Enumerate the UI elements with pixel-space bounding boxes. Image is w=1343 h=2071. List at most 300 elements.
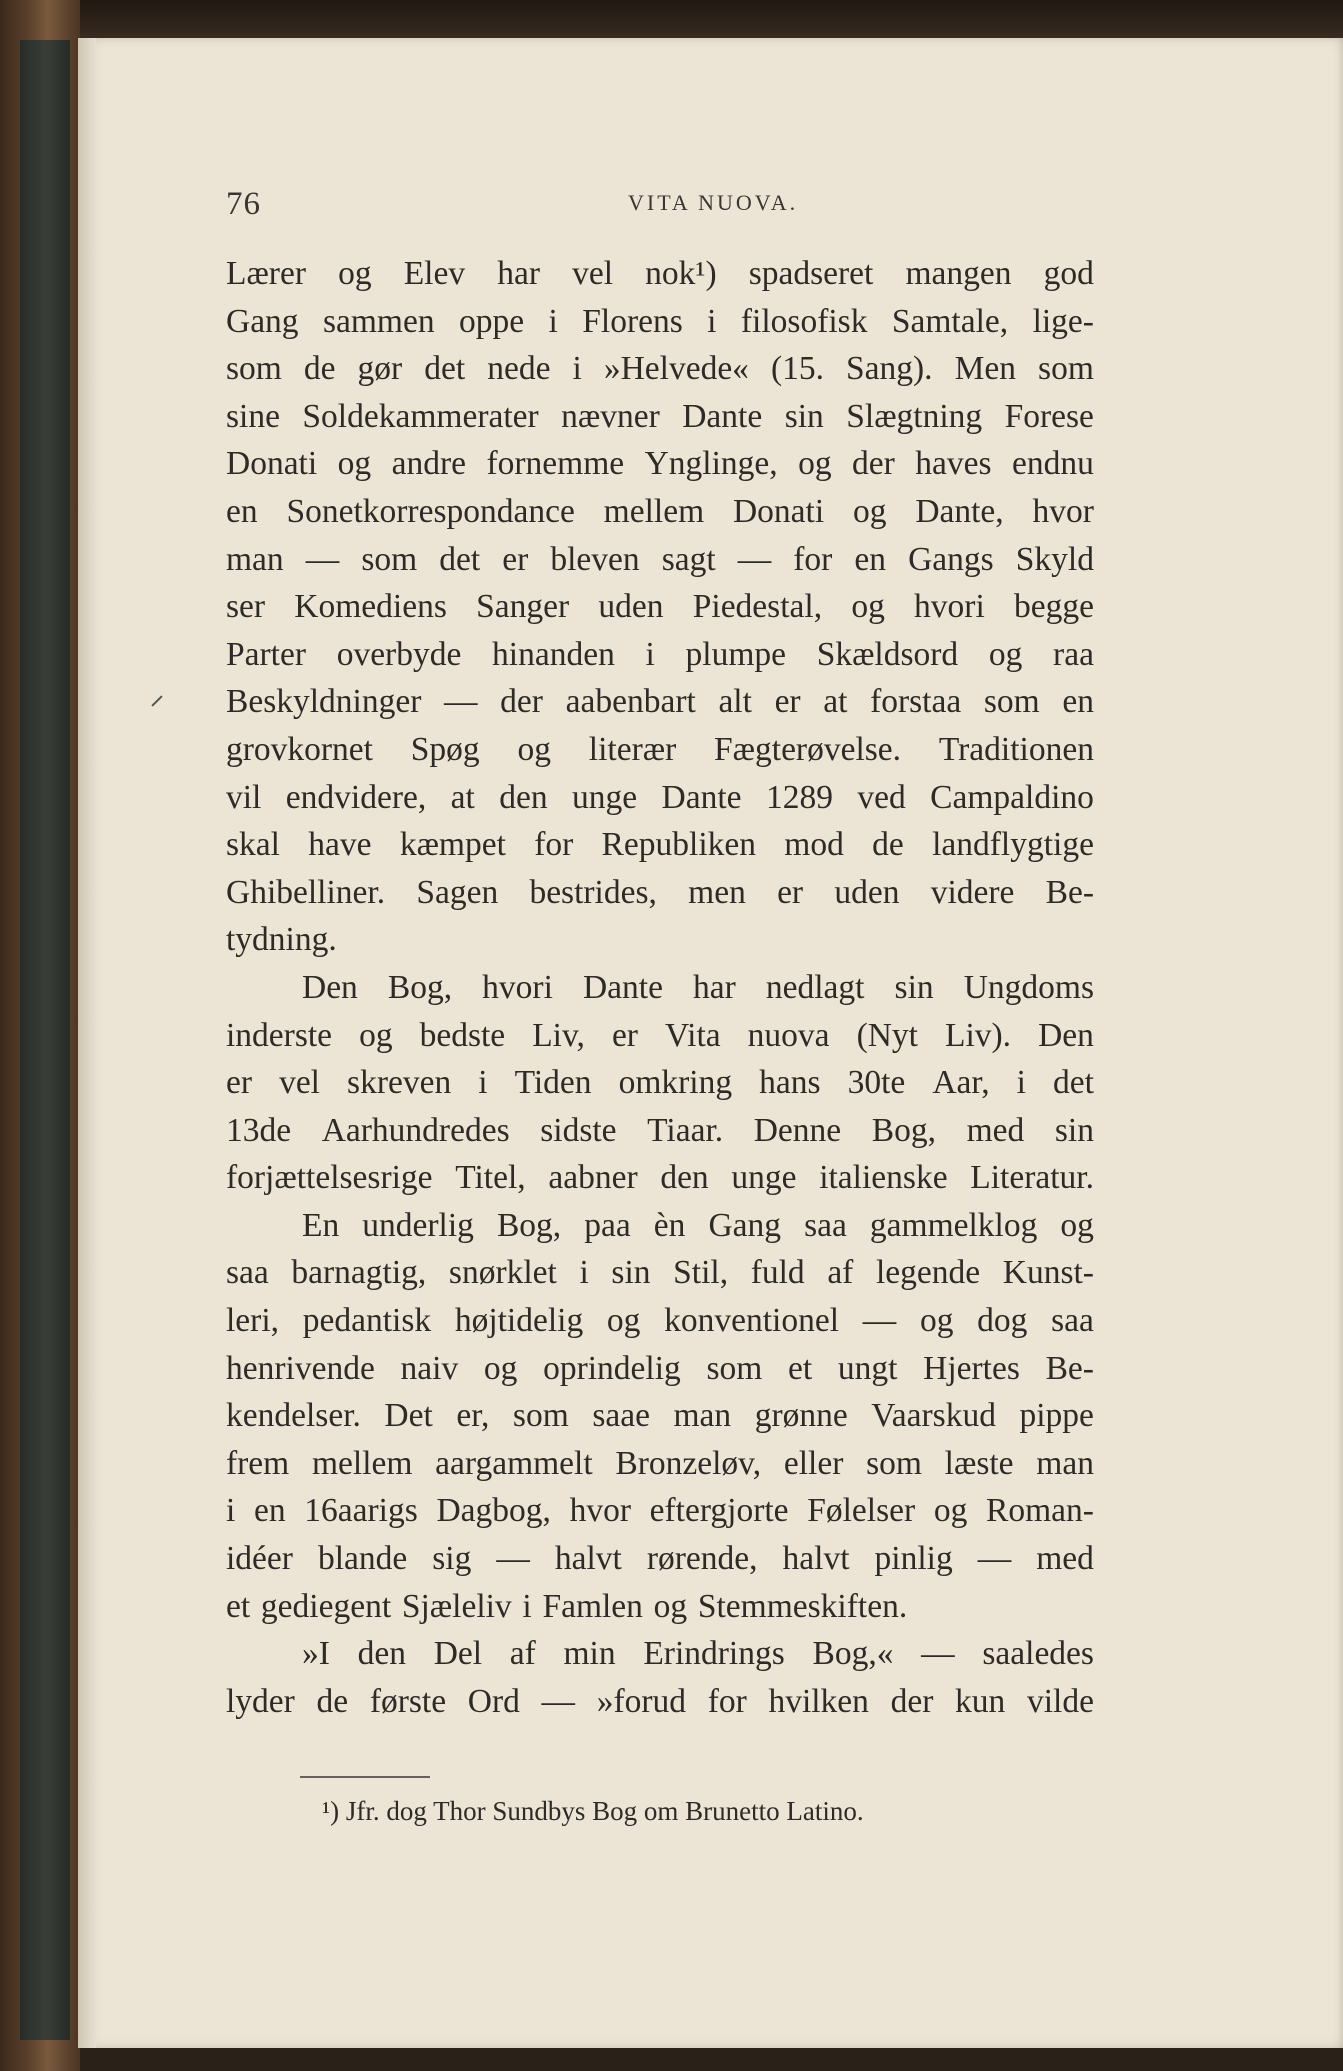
word: for — [707, 1682, 747, 1720]
text-line — [226, 536, 1094, 584]
word: Vaarskud — [871, 1397, 996, 1435]
word: Roman- — [986, 1492, 1094, 1530]
word: — — [541, 1682, 576, 1720]
word: — — [921, 1635, 955, 1673]
word: barnagtig, — [291, 1254, 427, 1292]
text-line — [226, 916, 1094, 964]
word: og — [337, 445, 372, 483]
word: men — [688, 873, 746, 911]
text-line — [226, 1107, 1094, 1155]
word: Forese — [1004, 397, 1094, 435]
word: og — [338, 255, 372, 292]
text-line — [226, 631, 1094, 679]
word: Bog, — [387, 968, 453, 1006]
word: »Helvede« — [603, 350, 749, 388]
word: frem — [226, 1444, 290, 1482]
word: saaledes — [982, 1635, 1094, 1673]
word: Be- — [1045, 1349, 1094, 1387]
word: er — [774, 683, 801, 721]
word: Kunst- — [1002, 1254, 1094, 1292]
word: i — [226, 1492, 236, 1530]
word: Beskyldninger — [226, 683, 422, 721]
book-top-edge — [0, 0, 1343, 40]
word: — — [862, 1302, 897, 1340]
word: som — [226, 350, 282, 388]
word: mod — [784, 826, 844, 864]
word: er — [502, 540, 529, 578]
word: idéer — [226, 1540, 293, 1578]
text-line — [226, 1678, 1094, 1726]
word: Parter — [226, 635, 306, 673]
word: der — [890, 1682, 934, 1720]
word: — — [305, 540, 340, 578]
word: halvt — [554, 1540, 622, 1578]
word: Tiaar. — [647, 1111, 724, 1149]
text-line — [226, 1440, 1094, 1488]
word: Sang). — [846, 350, 933, 388]
word: mellem — [311, 1444, 413, 1482]
word: der — [852, 445, 895, 483]
word: aargammelt — [435, 1444, 593, 1482]
word: Sanger — [476, 588, 570, 626]
word: Sjæleliv — [401, 1587, 512, 1625]
page-gutter — [78, 38, 96, 2048]
text-line — [226, 583, 1094, 631]
word: skreven — [347, 1064, 452, 1102]
word: overbyde — [336, 635, 462, 673]
word: som — [1038, 350, 1094, 388]
word: nuova — [747, 1016, 830, 1054]
word: 30te — [847, 1064, 906, 1102]
word: den — [660, 1159, 709, 1197]
word: Campaldino — [930, 778, 1094, 816]
word: Den — [1038, 1016, 1094, 1054]
word: kæmpet — [399, 826, 506, 864]
word: hvori — [914, 588, 985, 626]
word: hinanden — [492, 635, 615, 673]
word: Ungdoms — [963, 968, 1094, 1006]
word: Fægterøvelse. — [714, 730, 902, 768]
word: og — [851, 588, 885, 626]
word: landflygtige — [932, 826, 1094, 864]
text-line — [226, 393, 1094, 441]
word: spadseret — [748, 255, 874, 292]
text-line — [226, 1630, 1094, 1678]
word: Elev — [403, 255, 466, 292]
word: pinlig — [874, 1540, 953, 1578]
text-line — [226, 821, 1094, 869]
word: saa — [226, 1254, 269, 1292]
word: 1289 — [765, 778, 833, 816]
word: Bog, — [871, 1111, 936, 1149]
word: Dante — [582, 968, 663, 1006]
word: og — [798, 445, 832, 483]
word: Bog,« — [812, 1635, 894, 1673]
word: de — [872, 826, 904, 864]
word: Donati — [732, 492, 825, 530]
word: — — [496, 1540, 530, 1578]
word: Lærer — [226, 255, 306, 292]
word: oprindelig — [543, 1349, 681, 1387]
word: de — [303, 350, 336, 388]
word: af — [509, 1635, 536, 1673]
word: grovkornet — [226, 730, 373, 768]
word: en — [1062, 683, 1094, 721]
word: Del — [433, 1635, 483, 1673]
word: vilde — [1026, 1682, 1094, 1720]
word: Donati — [226, 445, 318, 483]
word: for — [534, 826, 574, 864]
word: og — [852, 492, 887, 530]
word: — — [737, 540, 772, 578]
word: med — [1036, 1540, 1094, 1578]
word: mellem — [603, 492, 705, 530]
word: hvilken — [768, 1682, 869, 1720]
word: Gang — [708, 1206, 782, 1244]
word: Sonetkorrespondance — [286, 492, 575, 530]
text-line — [226, 298, 1094, 346]
word: have — [308, 826, 372, 864]
text-line — [226, 1202, 1094, 1250]
word: i — [522, 1587, 532, 1625]
word: sin — [894, 968, 934, 1006]
body-text — [226, 250, 1094, 1725]
word: ser — [226, 588, 266, 626]
text-line — [226, 1583, 1094, 1631]
word: 16aarigs — [304, 1492, 418, 1530]
word: Dante — [661, 778, 742, 816]
text-line — [226, 345, 1094, 393]
word: endvidere, — [285, 778, 427, 816]
text-line — [226, 726, 1094, 774]
text-line — [226, 1012, 1094, 1060]
word: Denne — [753, 1111, 842, 1149]
word: lyder — [226, 1682, 295, 1720]
word: Republiken — [601, 826, 756, 864]
word: lige- — [1032, 302, 1094, 340]
word: Traditionen — [938, 730, 1094, 768]
word: fuld — [750, 1254, 805, 1292]
running-head: VITA NUOVA. — [628, 190, 799, 215]
word: omkring — [618, 1064, 733, 1102]
word: er — [226, 1064, 253, 1102]
text-line — [226, 250, 1094, 298]
word: nævner — [561, 397, 660, 435]
word: begge — [1014, 588, 1094, 626]
word: Ord — [467, 1682, 520, 1720]
word: det — [1052, 1064, 1094, 1102]
word: Stil, — [673, 1254, 729, 1292]
word: læste — [944, 1444, 1014, 1482]
word: det — [424, 350, 466, 388]
word: plumpe — [685, 635, 786, 673]
word: kun — [955, 1682, 1006, 1720]
word: andre — [391, 445, 466, 483]
word: for — [793, 540, 833, 578]
word: uden — [834, 873, 900, 911]
word: hvor — [569, 1492, 631, 1530]
word: sin — [611, 1254, 651, 1292]
word: med — [966, 1111, 1025, 1149]
word: Gang — [226, 302, 299, 340]
word: »I — [302, 1635, 330, 1673]
word: sine — [226, 397, 280, 435]
word: de — [316, 1682, 349, 1720]
word: haves — [915, 445, 992, 483]
word: 13de — [226, 1111, 292, 1149]
word: sammen — [322, 302, 435, 340]
word: i — [478, 1064, 488, 1102]
word: Erindrings — [643, 1635, 785, 1673]
word: Aar, — [932, 1064, 990, 1102]
word: højtidelig — [454, 1302, 584, 1340]
word: sin — [784, 397, 824, 435]
word: Bog, — [496, 1206, 562, 1244]
word: første — [369, 1682, 447, 1720]
word: nok¹) — [645, 255, 717, 292]
binding-cover-strip — [20, 40, 70, 2040]
word: hans — [759, 1064, 821, 1102]
word: man — [673, 1397, 732, 1435]
word: sig — [432, 1540, 472, 1578]
word: god — [1043, 255, 1094, 292]
word: Det — [384, 1397, 433, 1435]
word: Florens — [582, 302, 683, 340]
word: »forud — [596, 1682, 687, 1720]
word: forjættelsesrige — [226, 1159, 433, 1197]
word: oppe — [459, 302, 525, 340]
text-line — [226, 1249, 1094, 1297]
word: sin — [1054, 1111, 1094, 1149]
word: Liv). — [944, 1016, 1012, 1054]
word: en — [854, 540, 887, 578]
word: Spøg — [410, 730, 480, 768]
word: det — [439, 540, 481, 578]
word: skal — [226, 826, 280, 864]
word: aabenbart — [565, 683, 696, 721]
word: Hjertes — [923, 1349, 1020, 1387]
text-line — [226, 1392, 1094, 1440]
word: Ghibelliner. — [226, 873, 386, 911]
word: Følelser — [807, 1492, 916, 1530]
word: er — [611, 1016, 638, 1054]
word: bedste — [419, 1016, 506, 1054]
word: ved — [857, 778, 906, 816]
word: Liv, — [532, 1016, 585, 1054]
word: blande — [317, 1540, 408, 1578]
text-line — [226, 964, 1094, 1012]
word: har — [497, 255, 540, 292]
word: Sagen — [416, 873, 499, 911]
word: tydning. — [226, 921, 337, 959]
text-line — [226, 869, 1094, 917]
word: Be- — [1045, 873, 1094, 911]
word: og — [1060, 1206, 1094, 1244]
word: endnu — [1012, 445, 1094, 483]
text-line — [226, 1154, 1094, 1202]
word: gør — [357, 350, 403, 388]
word: som — [512, 1397, 569, 1435]
word: èn — [653, 1206, 686, 1244]
word: den — [499, 778, 548, 816]
word: som — [983, 683, 1040, 721]
word: Soldekammerater — [302, 397, 539, 435]
word: forstaa — [870, 683, 962, 721]
word: bleven — [550, 540, 640, 578]
word: Famlen — [542, 1587, 643, 1625]
word: fornemme — [486, 445, 625, 483]
word: i — [579, 1254, 589, 1292]
word: et — [788, 1349, 813, 1387]
word: videre — [930, 873, 1015, 911]
word: ungt — [837, 1349, 898, 1387]
word: unge — [572, 778, 638, 816]
word: filosofisk — [740, 302, 868, 340]
word: sidste — [540, 1111, 617, 1149]
word: og — [933, 1492, 968, 1530]
word: grønne — [754, 1397, 848, 1435]
word: konventionel — [664, 1302, 840, 1340]
text-line — [226, 1297, 1094, 1345]
word: at — [823, 683, 848, 721]
word: man — [1036, 1444, 1094, 1482]
word: som — [361, 540, 418, 578]
footnote — [322, 1796, 864, 1827]
word: vil — [226, 778, 262, 816]
text-line — [226, 1535, 1094, 1583]
word: saae — [592, 1397, 650, 1435]
word: en — [253, 1492, 286, 1530]
word: literær — [588, 730, 677, 768]
text-line — [226, 488, 1094, 536]
word: Dagbog, — [436, 1492, 551, 1530]
word: i — [645, 635, 655, 673]
word: Stemmeskiften. — [697, 1587, 908, 1625]
word: Slægtning — [846, 397, 983, 435]
word: Den — [302, 968, 358, 1006]
word: aabner — [548, 1159, 638, 1197]
word: uden — [598, 588, 664, 626]
word: der — [500, 683, 543, 721]
word: sagt — [661, 540, 716, 578]
word: min — [563, 1635, 616, 1673]
word: bestrides, — [529, 873, 657, 911]
word: og — [517, 730, 551, 768]
word: er, — [456, 1397, 490, 1435]
word: og — [919, 1302, 954, 1340]
footnote-marker: ¹) — [322, 1796, 340, 1826]
word: hvori — [482, 968, 553, 1006]
text-line — [226, 1487, 1094, 1535]
text-line — [226, 678, 1094, 726]
word: den — [357, 1635, 406, 1673]
word: pedantisk — [302, 1302, 432, 1340]
word: Tiden — [514, 1064, 592, 1102]
word: Vita — [664, 1016, 721, 1054]
text-line — [226, 440, 1094, 488]
word: i — [707, 302, 717, 340]
word: henrivende — [226, 1349, 375, 1387]
word: (Nyt — [856, 1016, 918, 1054]
word: Skældsord — [816, 635, 959, 673]
text-line — [226, 774, 1094, 822]
word: — — [977, 1540, 1012, 1578]
word: og — [606, 1302, 641, 1340]
text-line — [226, 1345, 1094, 1393]
word: Piedestal, — [692, 588, 823, 626]
word: — — [444, 683, 478, 721]
word: Ynglinge, — [644, 445, 778, 483]
word: og — [653, 1587, 688, 1625]
word: eller — [783, 1444, 844, 1482]
word: et — [226, 1587, 251, 1625]
word: Dante — [682, 397, 763, 435]
word: i — [572, 350, 582, 388]
word: underlig — [362, 1206, 474, 1244]
word: gediegent — [260, 1587, 392, 1625]
word: Literatur. — [970, 1159, 1094, 1197]
text-line — [226, 1059, 1094, 1107]
word: raa — [1053, 635, 1094, 673]
word: og — [483, 1349, 518, 1387]
word: af — [827, 1254, 854, 1292]
book-binding — [0, 0, 80, 2071]
word: Samtale, — [891, 302, 1009, 340]
word: og — [988, 635, 1023, 673]
word: Men — [954, 350, 1016, 388]
word: at — [450, 778, 475, 816]
word: unge — [731, 1159, 797, 1197]
word: mangen — [905, 255, 1012, 292]
word: rørende, — [646, 1540, 758, 1578]
word: gammelklog — [869, 1206, 1038, 1244]
word: Komediens — [294, 588, 447, 626]
word: vel — [279, 1064, 320, 1102]
word: (15. — [770, 350, 824, 388]
page-number: 76 — [226, 186, 261, 222]
word: hvor — [1032, 492, 1094, 530]
word: som — [706, 1349, 763, 1387]
footnote-rule — [300, 1776, 430, 1778]
word: legende — [875, 1254, 981, 1292]
word: paa — [584, 1206, 631, 1244]
word: kendelser. — [226, 1397, 361, 1435]
word: en — [226, 492, 258, 530]
word: nedlagt — [765, 968, 865, 1006]
word: naiv — [400, 1349, 459, 1387]
word: man — [226, 540, 284, 578]
word: snørklet — [448, 1254, 557, 1292]
word: italienske — [819, 1159, 948, 1197]
word: dog — [977, 1302, 1028, 1340]
word: inderste — [226, 1016, 333, 1054]
word: i — [1016, 1064, 1026, 1102]
word: eftergjorte — [649, 1492, 789, 1530]
word: halvt — [782, 1540, 850, 1578]
word: Bronzeløv, — [615, 1444, 762, 1482]
word: saa — [804, 1206, 847, 1244]
word: Aarhundredes — [321, 1111, 510, 1149]
word: En — [302, 1206, 340, 1244]
word: Skyld — [1015, 540, 1094, 578]
word: som — [866, 1444, 922, 1482]
word: Dante, — [915, 492, 1004, 530]
word: Titel, — [455, 1159, 526, 1197]
word: saa — [1051, 1302, 1094, 1340]
word: nede — [487, 350, 551, 388]
word: alt — [718, 683, 752, 721]
word: i — [548, 302, 558, 340]
